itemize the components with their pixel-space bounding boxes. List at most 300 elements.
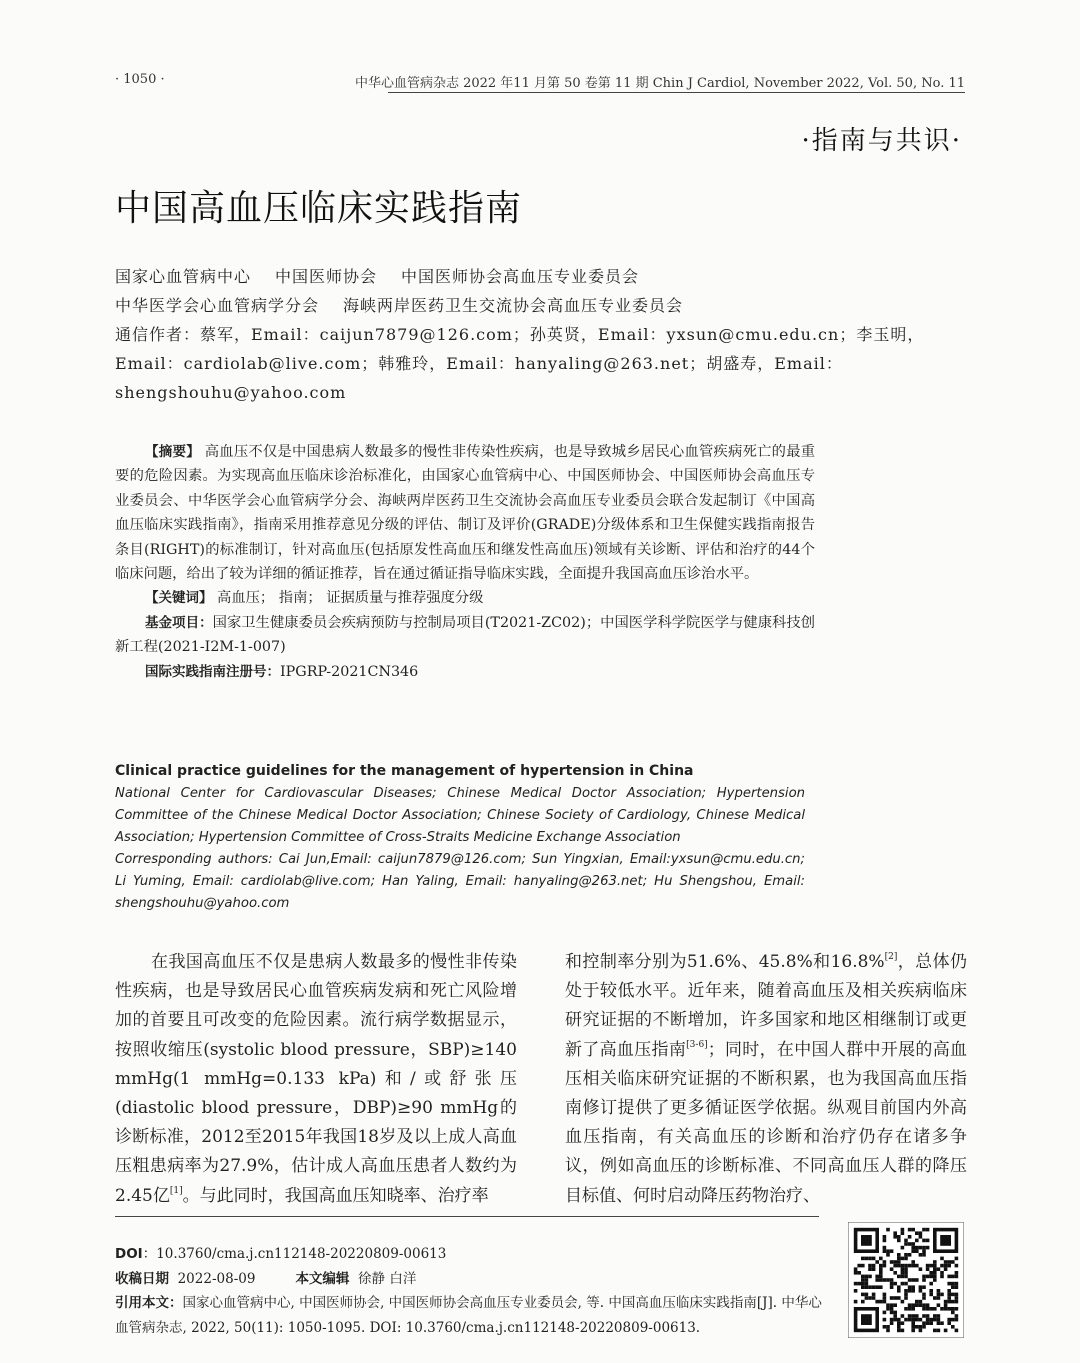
body-text: 在我国高血压不仅是患病人数最多的慢性非传染性疾病，也是导致居民心血管疾病发病和死亡风险增加的首要且可改变的危险因素。流行病学数据显示，按照收缩压(systolic blood pressure，SBP)≥140 mmHg(1 mmHg=0.133 kPa)和/或舒张压(diastolic blood pressure，DBP)≥90 mmHg的诊断标准，2012至2015年我国18岁及以上成人高血压粗患病率为27.9%，估计成人高血压患者人数约为2.45亿 bbox=[115, 952, 517, 1206]
page-title: 中国高血压临床实践指南 bbox=[115, 188, 523, 229]
qr-module bbox=[908, 1278, 912, 1282]
qr-module bbox=[854, 1267, 858, 1271]
qr-module bbox=[955, 1285, 959, 1289]
qr-module bbox=[897, 1253, 901, 1257]
qr-module bbox=[926, 1267, 930, 1271]
body-paragraph bbox=[115, 948, 517, 1211]
body-text: 。与此同时，我国高血压知晓率、治疗率 bbox=[182, 1185, 489, 1206]
fund-label: 基金项目： bbox=[145, 614, 213, 631]
qr-module bbox=[919, 1329, 923, 1333]
qr-module bbox=[897, 1257, 901, 1261]
qr-module bbox=[908, 1318, 912, 1322]
qr-module bbox=[883, 1260, 887, 1264]
qr-module bbox=[908, 1228, 912, 1232]
doi-line bbox=[115, 1242, 825, 1267]
qr-module bbox=[875, 1275, 879, 1279]
qr-module bbox=[944, 1303, 948, 1307]
qr-module bbox=[947, 1318, 951, 1322]
qr-module bbox=[919, 1235, 923, 1239]
qr-module bbox=[861, 1257, 865, 1261]
qr-module bbox=[940, 1321, 944, 1325]
qr-module bbox=[865, 1285, 869, 1289]
qr-module bbox=[868, 1275, 872, 1279]
qr-module bbox=[929, 1289, 933, 1293]
qr-module bbox=[933, 1271, 937, 1275]
qr-module bbox=[926, 1246, 930, 1250]
qr-module bbox=[890, 1296, 894, 1300]
qr-module bbox=[897, 1264, 901, 1268]
body-text: ，总体仍处于较低水平。近年来，随着高血压及相关疾病临床研究证据的不断增加，许多国家和地区相继制订或更新了高血压指南 bbox=[565, 952, 968, 1060]
qr-module bbox=[915, 1318, 919, 1322]
qr-module bbox=[926, 1264, 930, 1268]
registry-text: IPGRP-2021CN346 bbox=[280, 663, 419, 680]
doi-value[interactable]: ：10.3760/cma.j.cn112148-20220809-00613 bbox=[142, 1246, 447, 1262]
qr-module bbox=[854, 1300, 858, 1304]
received-date: 2022-08-09 bbox=[177, 1270, 256, 1287]
qr-code-icon[interactable] bbox=[848, 1222, 964, 1338]
qr-module bbox=[893, 1318, 897, 1322]
qr-module bbox=[911, 1264, 915, 1268]
section-tag: ·指南与共识· bbox=[801, 126, 962, 156]
qr-module bbox=[875, 1260, 879, 1264]
qr-module bbox=[915, 1231, 919, 1235]
qr-module bbox=[922, 1285, 926, 1289]
qr-module bbox=[926, 1321, 930, 1325]
qr-module bbox=[926, 1314, 930, 1318]
qr-module bbox=[865, 1282, 869, 1286]
qr-module bbox=[890, 1267, 894, 1271]
qr-module bbox=[919, 1300, 923, 1304]
qr-module bbox=[883, 1264, 887, 1268]
qr-module bbox=[886, 1303, 890, 1307]
qr-module bbox=[893, 1314, 897, 1318]
english-orgs: National Center for Cardiovascular Diseases; Chinese Medical Doctor Association; Hypertension Committee of the Chinese Medical Doctor Association; Chinese Society of Cardiology, Chinese Medical Association; Hypertension Committee of Cross-Straits Medicine Exchange Association bbox=[115, 786, 805, 845]
qr-module bbox=[915, 1300, 919, 1304]
org-name: 海峡两岸医药卫生交流协会高血压专业委员会 bbox=[343, 296, 684, 315]
qr-module bbox=[919, 1285, 923, 1289]
qr-module bbox=[872, 1264, 876, 1268]
qr-module bbox=[904, 1282, 908, 1286]
qr-module bbox=[955, 1293, 959, 1297]
reference-mark[interactable]: [1] bbox=[169, 1185, 183, 1196]
qr-module bbox=[937, 1289, 941, 1293]
qr-module bbox=[915, 1264, 919, 1268]
qr-module bbox=[883, 1325, 887, 1329]
qr-module bbox=[919, 1267, 923, 1271]
qr-module bbox=[911, 1325, 915, 1329]
qr-module bbox=[922, 1303, 926, 1307]
journal-info: 中华心血管病杂志 2022 年11 月第 50 卷第 11 期 Chin J Cardiol, November 2022, Vol. 50, No. 11 bbox=[354, 76, 965, 91]
qr-module bbox=[911, 1228, 915, 1232]
qr-module bbox=[937, 1318, 941, 1322]
qr-module bbox=[875, 1285, 879, 1289]
keywords-text: 高血压； 指南； 证据质量与推荐强度分级 bbox=[217, 590, 484, 607]
qr-module bbox=[947, 1260, 951, 1264]
qr-module bbox=[904, 1289, 908, 1293]
qr-module bbox=[947, 1282, 951, 1286]
qr-module bbox=[922, 1325, 926, 1329]
qr-module bbox=[883, 1278, 887, 1282]
org-name: 中华医学会心血管病学分会 bbox=[115, 296, 320, 315]
qr-module bbox=[865, 1275, 869, 1279]
qr-module bbox=[951, 1318, 955, 1322]
qr-module bbox=[886, 1307, 890, 1311]
qr-module bbox=[911, 1314, 915, 1318]
abstract-block bbox=[115, 440, 815, 684]
qr-module bbox=[901, 1264, 905, 1268]
abstract-paragraph bbox=[115, 440, 815, 586]
qr-module bbox=[886, 1253, 890, 1257]
qr-module bbox=[929, 1275, 933, 1279]
qr-module bbox=[933, 1314, 937, 1318]
citation-line bbox=[115, 1291, 825, 1340]
keywords-label: 【关键词】 bbox=[145, 590, 213, 607]
qr-module bbox=[955, 1275, 959, 1279]
qr-module bbox=[951, 1260, 955, 1264]
qr-module bbox=[861, 1293, 865, 1297]
qr-module bbox=[937, 1314, 941, 1318]
qr-module bbox=[872, 1267, 876, 1271]
qr-module bbox=[904, 1257, 908, 1261]
qr-module bbox=[947, 1300, 951, 1304]
registry-line bbox=[115, 660, 815, 684]
qr-module bbox=[933, 1275, 937, 1279]
qr-module bbox=[919, 1303, 923, 1307]
qr-module bbox=[955, 1296, 959, 1300]
qr-module bbox=[897, 1325, 901, 1329]
qr-module bbox=[886, 1278, 890, 1282]
qr-module bbox=[951, 1282, 955, 1286]
qr-module bbox=[897, 1260, 901, 1264]
qr-module bbox=[879, 1271, 883, 1275]
qr-module bbox=[908, 1253, 912, 1257]
qr-module bbox=[911, 1285, 915, 1289]
qr-module bbox=[883, 1318, 887, 1322]
qr-module bbox=[922, 1321, 926, 1325]
qr-module bbox=[883, 1296, 887, 1300]
qr-module bbox=[937, 1293, 941, 1297]
qr-module bbox=[922, 1239, 926, 1243]
qr-module bbox=[901, 1329, 905, 1333]
qr-module bbox=[879, 1278, 883, 1282]
qr-module bbox=[893, 1271, 897, 1275]
qr-module bbox=[911, 1303, 915, 1307]
qr-module bbox=[955, 1282, 959, 1286]
qr-module bbox=[857, 1271, 861, 1275]
fund-line bbox=[115, 611, 815, 660]
editor-names: 徐静 白洋 bbox=[358, 1270, 417, 1287]
qr-module bbox=[890, 1321, 894, 1325]
qr-module bbox=[908, 1314, 912, 1318]
page-number: · 1050 · bbox=[115, 72, 165, 87]
qr-module bbox=[947, 1289, 951, 1293]
qr-module bbox=[929, 1307, 933, 1311]
org-line-2 bbox=[115, 291, 815, 320]
qr-module bbox=[919, 1246, 923, 1250]
qr-module bbox=[955, 1314, 959, 1318]
citation-label: 引用本文： bbox=[115, 1295, 183, 1311]
qr-module bbox=[911, 1318, 915, 1322]
qr-module bbox=[937, 1267, 941, 1271]
qr-module bbox=[890, 1249, 894, 1253]
qr-module bbox=[944, 1267, 948, 1271]
qr-module bbox=[890, 1303, 894, 1307]
qr-module bbox=[951, 1300, 955, 1304]
body-text: ；同时，在中国人群中开展的高血压相关临床研究证据的不断积累，也为我国高血压指南修订提供了更多循证医学依据。纵观目前国内外高血压指南，有关高血压的诊断和治疗仍存在诸多争议，例如高血压的诊断标准、不同高血压人群的降压目标值、何时启动降压药物治疗、 bbox=[565, 1039, 968, 1206]
qr-module bbox=[897, 1318, 901, 1322]
qr-module bbox=[879, 1285, 883, 1289]
qr-module bbox=[929, 1321, 933, 1325]
body-paragraph bbox=[565, 948, 967, 1211]
qr-module bbox=[879, 1257, 883, 1261]
qr-module bbox=[929, 1271, 933, 1275]
qr-module bbox=[940, 1264, 944, 1268]
qr-module bbox=[868, 1296, 872, 1300]
qr-module bbox=[915, 1239, 919, 1243]
qr-module bbox=[886, 1325, 890, 1329]
qr-module bbox=[933, 1278, 937, 1282]
qr-module bbox=[933, 1307, 937, 1311]
qr-module bbox=[926, 1228, 930, 1232]
qr-module bbox=[901, 1300, 905, 1304]
qr-module bbox=[893, 1303, 897, 1307]
running-head bbox=[115, 72, 965, 92]
qr-module bbox=[883, 1239, 887, 1243]
qr-module bbox=[937, 1329, 941, 1333]
qr-module bbox=[911, 1260, 915, 1264]
qr-module bbox=[861, 1282, 865, 1286]
qr-module bbox=[904, 1239, 908, 1243]
qr-module bbox=[861, 1264, 865, 1268]
qr-module bbox=[911, 1321, 915, 1325]
qr-module bbox=[908, 1289, 912, 1293]
registry-label: 国际实践指南注册号： bbox=[145, 663, 280, 680]
qr-module bbox=[922, 1296, 926, 1300]
qr-module bbox=[955, 1264, 959, 1268]
qr-module bbox=[944, 1300, 948, 1304]
qr-module bbox=[879, 1267, 883, 1271]
qr-module bbox=[922, 1293, 926, 1297]
corresponding-line-2: Email：cardiolab@live.com；韩雅玲，Email：hanyaling@263.net；胡盛寿，Email： bbox=[115, 354, 843, 373]
footer-block bbox=[115, 1242, 825, 1340]
reference-mark[interactable]: [2] bbox=[884, 952, 898, 962]
qr-module bbox=[879, 1275, 883, 1279]
qr-module bbox=[886, 1249, 890, 1253]
qr-module bbox=[947, 1275, 951, 1279]
qr-module bbox=[908, 1307, 912, 1311]
qr-module bbox=[868, 1264, 872, 1268]
qr-module bbox=[861, 1285, 865, 1289]
org-line-1 bbox=[115, 262, 815, 291]
qr-module bbox=[883, 1311, 887, 1315]
qr-module bbox=[922, 1249, 926, 1253]
qr-module bbox=[915, 1303, 919, 1307]
qr-module bbox=[904, 1242, 908, 1246]
qr-module bbox=[897, 1235, 901, 1239]
qr-module bbox=[872, 1257, 876, 1261]
received-label: 收稿日期 bbox=[115, 1270, 169, 1287]
qr-module bbox=[940, 1293, 944, 1297]
qr-module bbox=[861, 1275, 865, 1279]
qr-module bbox=[854, 1282, 858, 1286]
qr-module bbox=[904, 1253, 908, 1257]
qr-finder bbox=[861, 1235, 872, 1246]
qr-module bbox=[875, 1300, 879, 1304]
qr-module bbox=[893, 1260, 897, 1264]
qr-module bbox=[926, 1239, 930, 1243]
qr-module bbox=[908, 1235, 912, 1239]
qr-finder bbox=[861, 1314, 872, 1325]
qr-module bbox=[922, 1228, 926, 1232]
qr-module bbox=[897, 1329, 901, 1333]
qr-module bbox=[926, 1318, 930, 1322]
qr-module bbox=[944, 1260, 948, 1264]
received-line bbox=[115, 1267, 825, 1292]
qr-module bbox=[955, 1271, 959, 1275]
qr-module bbox=[933, 1296, 937, 1300]
qr-module bbox=[897, 1296, 901, 1300]
qr-module bbox=[951, 1307, 955, 1311]
qr-module bbox=[883, 1293, 887, 1297]
qr-module bbox=[861, 1300, 865, 1304]
qr-module bbox=[886, 1329, 890, 1333]
qr-module bbox=[919, 1253, 923, 1257]
qr-module bbox=[908, 1303, 912, 1307]
qr-module bbox=[922, 1253, 926, 1257]
qr-module bbox=[897, 1289, 901, 1293]
qr-module bbox=[955, 1307, 959, 1311]
qr-module bbox=[929, 1293, 933, 1297]
qr-module bbox=[933, 1264, 937, 1268]
qr-module bbox=[904, 1296, 908, 1300]
qr-module bbox=[904, 1264, 908, 1268]
qr-module bbox=[933, 1267, 937, 1271]
qr-module bbox=[865, 1278, 869, 1282]
qr-module bbox=[868, 1285, 872, 1289]
qr-module bbox=[937, 1321, 941, 1325]
qr-module bbox=[947, 1296, 951, 1300]
qr-module bbox=[890, 1285, 894, 1289]
citation-text: 国家心血管病中心, 中国医师协会, 中国医师协会高血压专业委员会, 等. 中国高血压临床实践指南[J]. 中华心血管病杂志, 2022, 50(11): 1050-1095. DOI: 10.3760/cma.j.cn112148-20220809-00613. bbox=[115, 1295, 822, 1336]
qr-module bbox=[890, 1278, 894, 1282]
qr-module bbox=[915, 1314, 919, 1318]
qr-module bbox=[922, 1278, 926, 1282]
qr-module bbox=[911, 1329, 915, 1333]
qr-module bbox=[872, 1296, 876, 1300]
qr-module bbox=[865, 1293, 869, 1297]
english-abstract-header bbox=[115, 760, 805, 915]
qr-module bbox=[904, 1271, 908, 1275]
qr-module bbox=[951, 1285, 955, 1289]
abstract-label: 【摘要】 bbox=[145, 444, 200, 460]
qr-module bbox=[901, 1271, 905, 1275]
qr-module bbox=[901, 1282, 905, 1286]
qr-module bbox=[944, 1264, 948, 1268]
reference-mark[interactable]: [3-6] bbox=[686, 1039, 708, 1050]
qr-module bbox=[922, 1307, 926, 1311]
qr-module bbox=[908, 1242, 912, 1246]
qr-module bbox=[947, 1321, 951, 1325]
qr-module bbox=[911, 1278, 915, 1282]
qr-module bbox=[915, 1249, 919, 1253]
qr-module bbox=[926, 1307, 930, 1311]
qr-module bbox=[890, 1311, 894, 1315]
qr-module bbox=[940, 1275, 944, 1279]
doi-label: DOI bbox=[115, 1246, 143, 1262]
qr-module bbox=[922, 1246, 926, 1250]
qr-module bbox=[944, 1329, 948, 1333]
org-name: 中国医师协会高血压专业委员会 bbox=[401, 267, 640, 286]
qr-module bbox=[904, 1293, 908, 1297]
qr-module bbox=[901, 1275, 905, 1279]
footer-rule bbox=[115, 1216, 819, 1217]
qr-module bbox=[929, 1282, 933, 1286]
qr-module bbox=[919, 1318, 923, 1322]
qr-module bbox=[890, 1307, 894, 1311]
qr-module bbox=[911, 1289, 915, 1293]
qr-module bbox=[890, 1318, 894, 1322]
qr-module bbox=[955, 1257, 959, 1261]
qr-module bbox=[886, 1228, 890, 1232]
running-head-rule bbox=[388, 92, 965, 93]
qr-module bbox=[890, 1260, 894, 1264]
qr-module bbox=[915, 1325, 919, 1329]
qr-module bbox=[926, 1275, 930, 1279]
qr-module bbox=[861, 1278, 865, 1282]
qr-module bbox=[897, 1239, 901, 1243]
qr-module bbox=[908, 1285, 912, 1289]
qr-module bbox=[911, 1242, 915, 1246]
qr-module bbox=[955, 1300, 959, 1304]
qr-module bbox=[872, 1293, 876, 1297]
qr-module bbox=[919, 1231, 923, 1235]
qr-module bbox=[875, 1278, 879, 1282]
qr-module bbox=[893, 1264, 897, 1268]
qr-module bbox=[879, 1300, 883, 1304]
qr-module bbox=[955, 1329, 959, 1333]
english-corresponding: Corresponding authors: Cai Jun,Email: caijun7879@126.com; Sun Yingxian, Email:yxsun@cmu.edu.cn; Li Yuming, Email: cardiolab@live.com; Han Yaling, Email: hanyaling@263.net; Hu Shengshou, Email: shengshouhu@yahoo.com bbox=[115, 852, 805, 911]
qr-module bbox=[922, 1275, 926, 1279]
qr-module bbox=[897, 1275, 901, 1279]
org-name: 中国医师协会 bbox=[275, 267, 378, 286]
body-column-right bbox=[565, 948, 967, 1211]
qr-module bbox=[951, 1293, 955, 1297]
qr-module bbox=[904, 1275, 908, 1279]
qr-module bbox=[937, 1303, 941, 1307]
qr-module bbox=[901, 1257, 905, 1261]
qr-module bbox=[933, 1318, 937, 1322]
qr-module bbox=[911, 1246, 915, 1250]
qr-module bbox=[901, 1246, 905, 1250]
qr-module bbox=[947, 1264, 951, 1268]
corresponding-line-1: 通信作者：蔡军，Email：caijun7879@126.com；孙英贤，Email：yxsun@cmu.edu.cn；李玉明， bbox=[115, 325, 925, 344]
qr-module bbox=[926, 1303, 930, 1307]
qr-module bbox=[944, 1307, 948, 1311]
qr-module bbox=[901, 1321, 905, 1325]
qr-module bbox=[893, 1296, 897, 1300]
qr-module bbox=[911, 1249, 915, 1253]
body-column-left bbox=[115, 948, 517, 1211]
qr-module bbox=[915, 1246, 919, 1250]
qr-module bbox=[901, 1267, 905, 1271]
qr-module bbox=[865, 1296, 869, 1300]
qr-module bbox=[947, 1307, 951, 1311]
qr-module bbox=[911, 1307, 915, 1311]
corresponding-line-3: shengshouhu@yahoo.com bbox=[115, 383, 347, 402]
qr-module bbox=[890, 1282, 894, 1286]
qr-module bbox=[908, 1264, 912, 1268]
qr-module bbox=[940, 1307, 944, 1311]
